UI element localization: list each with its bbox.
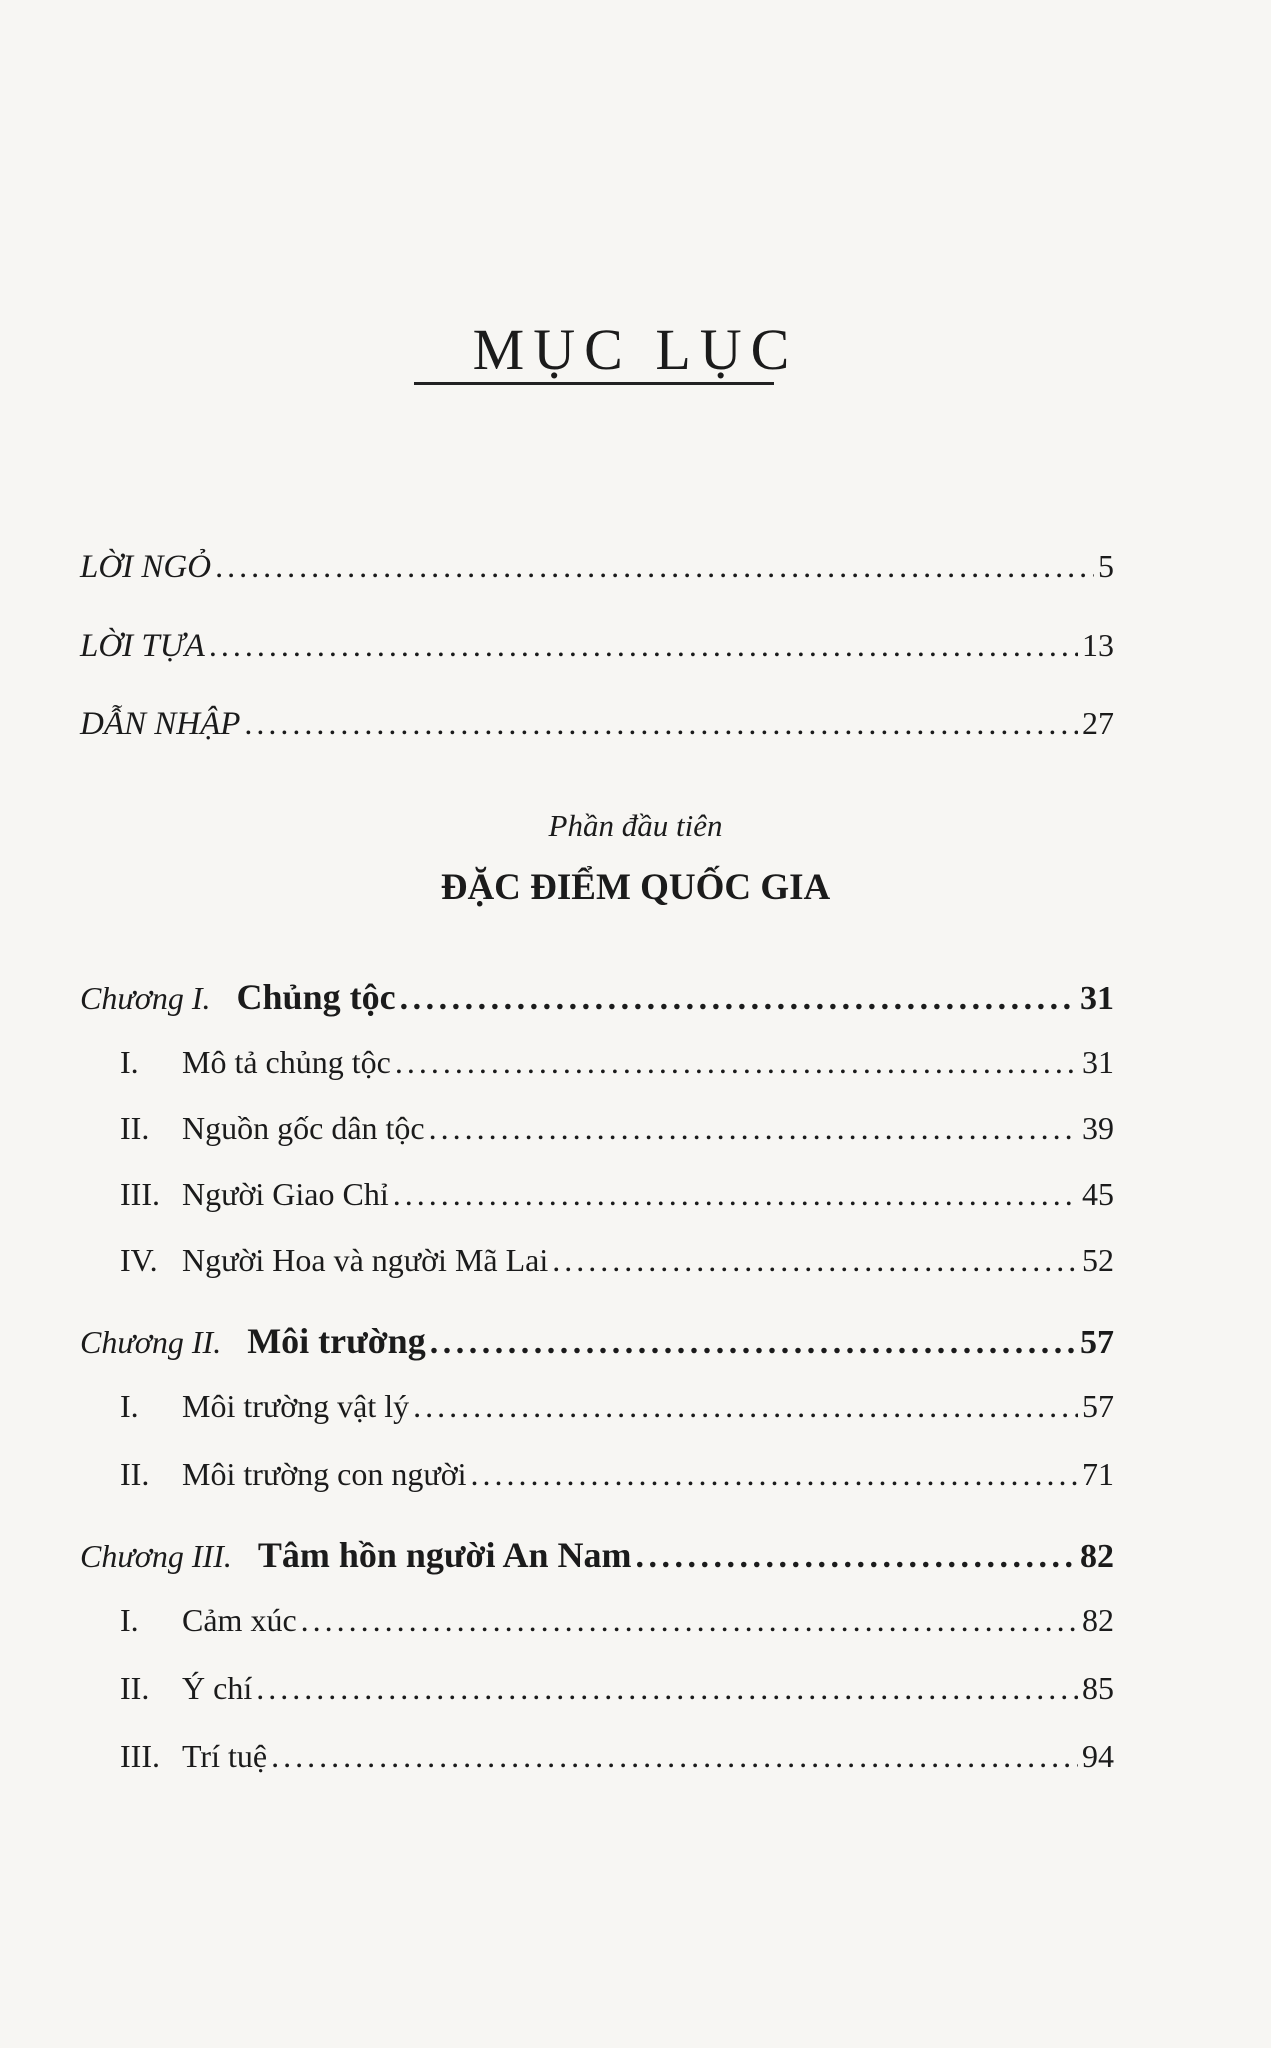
toc-section[interactable] bbox=[120, 1044, 1114, 1081]
part-label: Phần đầu tiên bbox=[548, 808, 723, 843]
section-page: 85 bbox=[1082, 1670, 1114, 1706]
toc-chapter-2[interactable] bbox=[80, 1320, 1114, 1362]
section-label bbox=[120, 1242, 548, 1279]
section-number: III. bbox=[120, 1176, 160, 1212]
chapter-label bbox=[80, 1534, 631, 1576]
toc-entry-front-2[interactable] bbox=[80, 627, 1114, 665]
entry-label: LỜI NGỎ bbox=[80, 549, 212, 585]
chapter-label bbox=[80, 976, 396, 1018]
toc-section[interactable] bbox=[120, 1602, 1114, 1639]
dot-leader bbox=[430, 1324, 1076, 1362]
section-label bbox=[120, 1602, 297, 1639]
dot-leader bbox=[400, 980, 1076, 1018]
dot-leader bbox=[471, 1456, 1078, 1493]
section-page: 57 bbox=[1082, 1388, 1114, 1424]
dot-leader bbox=[271, 1738, 1078, 1775]
part-title: ĐẶC ĐIỂM QUỐC GIA bbox=[440, 867, 831, 908]
dot-leader bbox=[393, 1176, 1078, 1213]
dot-leader bbox=[301, 1602, 1078, 1639]
toc-chapter-3[interactable] bbox=[80, 1534, 1114, 1576]
entry-page: 13 bbox=[1082, 627, 1114, 663]
toc-section[interactable] bbox=[120, 1110, 1114, 1147]
toc-entry-front-3[interactable] bbox=[80, 705, 1114, 743]
chapter-number: Chương III. bbox=[80, 1538, 232, 1574]
section-label bbox=[120, 1738, 267, 1775]
section-title: Môi trường con người bbox=[182, 1456, 467, 1492]
dot-leader bbox=[635, 1538, 1076, 1576]
section-title: Ý chí bbox=[182, 1670, 253, 1706]
section-number: II. bbox=[120, 1670, 150, 1706]
section-page: 39 bbox=[1082, 1110, 1114, 1146]
section-number: II. bbox=[120, 1110, 150, 1146]
toc-section[interactable] bbox=[120, 1176, 1114, 1213]
section-title: Nguồn gốc dân tộc bbox=[182, 1110, 425, 1146]
dot-leader bbox=[244, 705, 1078, 742]
dot-leader bbox=[215, 548, 1094, 585]
section-page: 71 bbox=[1082, 1456, 1114, 1492]
section-page: 94 bbox=[1082, 1738, 1114, 1774]
section-title: Môi trường vật lý bbox=[182, 1388, 410, 1424]
section-number: II. bbox=[120, 1456, 150, 1492]
chapter-title: Môi trường bbox=[247, 1321, 426, 1361]
section-page: 52 bbox=[1082, 1242, 1114, 1278]
entry-page: 27 bbox=[1082, 705, 1114, 741]
section-label bbox=[120, 1176, 389, 1213]
section-number: I. bbox=[120, 1044, 139, 1080]
chapter-number: Chương II. bbox=[80, 1324, 222, 1360]
section-number: III. bbox=[120, 1738, 160, 1774]
chapter-page: 82 bbox=[1080, 1538, 1114, 1575]
toc-section[interactable] bbox=[120, 1388, 1114, 1425]
toc-section[interactable] bbox=[120, 1670, 1114, 1707]
chapter-number: Chương I. bbox=[80, 980, 211, 1016]
title-underline bbox=[414, 382, 774, 385]
section-page: 31 bbox=[1082, 1044, 1114, 1080]
dot-leader bbox=[209, 627, 1078, 664]
entry-page: 5 bbox=[1098, 548, 1114, 584]
dot-leader bbox=[552, 1242, 1078, 1279]
section-page: 45 bbox=[1082, 1176, 1114, 1212]
dot-leader bbox=[429, 1110, 1078, 1147]
chapter-page: 31 bbox=[1080, 980, 1114, 1017]
section-label bbox=[120, 1456, 467, 1493]
section-number: I. bbox=[120, 1602, 139, 1638]
chapter-label bbox=[80, 1320, 426, 1362]
section-label bbox=[120, 1388, 409, 1425]
section-label bbox=[120, 1670, 252, 1707]
section-page: 82 bbox=[1082, 1602, 1114, 1638]
section-title: Người Giao Chỉ bbox=[182, 1176, 389, 1212]
entry-label: LỜI TỰA bbox=[80, 628, 205, 664]
chapter-page: 57 bbox=[1080, 1324, 1114, 1361]
chapter-title: Tâm hồn người An Nam bbox=[257, 1535, 632, 1575]
toc-chapter-1[interactable] bbox=[80, 976, 1114, 1018]
entry-label: DẪN NHẬP bbox=[80, 706, 241, 742]
section-title: Mô tả chủng tộc bbox=[182, 1044, 391, 1080]
section-label bbox=[120, 1044, 391, 1081]
toc-section[interactable] bbox=[120, 1456, 1114, 1493]
toc-entry-front-1[interactable] bbox=[80, 548, 1114, 586]
section-label bbox=[120, 1110, 425, 1147]
dot-leader bbox=[395, 1044, 1078, 1081]
page-title: MỤC LỤC bbox=[472, 317, 799, 382]
toc-section[interactable] bbox=[120, 1738, 1114, 1775]
section-number: IV. bbox=[120, 1242, 158, 1278]
dot-leader bbox=[256, 1670, 1078, 1707]
dot-leader bbox=[413, 1388, 1078, 1425]
section-title: Trí tuệ bbox=[182, 1738, 268, 1774]
chapter-title: Chủng tộc bbox=[236, 977, 396, 1017]
toc-section[interactable] bbox=[120, 1242, 1114, 1279]
section-number: I. bbox=[120, 1388, 139, 1424]
section-title: Cảm xúc bbox=[182, 1602, 297, 1638]
section-title: Người Hoa và người Mã Lai bbox=[182, 1242, 549, 1278]
